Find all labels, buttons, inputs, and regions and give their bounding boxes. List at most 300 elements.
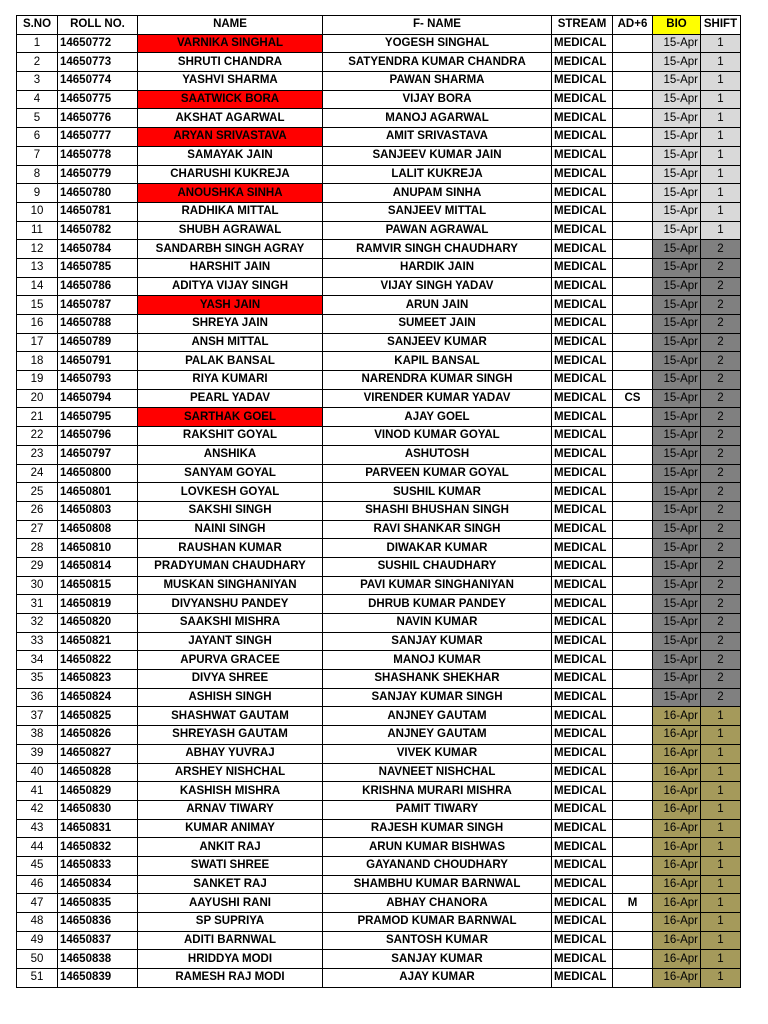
cell-shift: 1 <box>701 72 741 91</box>
cell-stream: MEDICAL <box>552 557 613 576</box>
cell-father-name: SUMEET JAIN <box>323 315 552 334</box>
cell-roll-no: 14650795 <box>58 408 138 427</box>
cell-father-name: SHASHI BHUSHAN SINGH <box>323 501 552 520</box>
cell-roll-no: 14650819 <box>58 595 138 614</box>
cell-shift: 2 <box>701 483 741 502</box>
cell-sno: 12 <box>17 240 58 259</box>
cell-sno: 7 <box>17 146 58 165</box>
cell-stream: MEDICAL <box>552 819 613 838</box>
cell-father-name: MANOJ AGARWAL <box>323 109 552 128</box>
cell-sno: 37 <box>17 707 58 726</box>
cell-stream: MEDICAL <box>552 969 613 988</box>
table-row <box>17 651 741 670</box>
cell-father-name: PAMIT TIWARY <box>323 800 552 819</box>
cell-shift: 1 <box>701 726 741 745</box>
cell-roll-no: 14650826 <box>58 726 138 745</box>
header-row <box>17 16 741 35</box>
cell-sno: 27 <box>17 520 58 539</box>
cell-bio-date: 15-Apr <box>653 109 701 128</box>
cell-bio-date: 15-Apr <box>653 128 701 147</box>
table-row <box>17 595 741 614</box>
cell-father-name: SANJAY KUMAR <box>323 950 552 969</box>
cell-bio-date: 15-Apr <box>653 221 701 240</box>
cell-name: SHRUTI CHANDRA <box>138 53 323 72</box>
cell-roll-no: 14650774 <box>58 72 138 91</box>
cell-bio-date: 16-Apr <box>653 875 701 894</box>
cell-ad6 <box>613 371 653 390</box>
cell-ad6: CS <box>613 389 653 408</box>
cell-ad6 <box>613 875 653 894</box>
cell-name: RADHIKA MITTAL <box>138 202 323 221</box>
cell-sno: 6 <box>17 128 58 147</box>
cell-father-name: ANJNEY GAUTAM <box>323 726 552 745</box>
cell-bio-date: 15-Apr <box>653 352 701 371</box>
cell-ad6 <box>613 184 653 203</box>
cell-roll-no: 14650791 <box>58 352 138 371</box>
cell-sno: 44 <box>17 838 58 857</box>
cell-ad6 <box>613 520 653 539</box>
cell-roll-no: 14650775 <box>58 90 138 109</box>
cell-shift: 1 <box>701 875 741 894</box>
cell-ad6 <box>613 221 653 240</box>
cell-name: PRADYUMAN CHAUDHARY <box>138 557 323 576</box>
cell-name: PEARL YADAV <box>138 389 323 408</box>
cell-name: SWATI SHREE <box>138 856 323 875</box>
table-row <box>17 34 741 53</box>
cell-name: DIVYANSHU PANDEY <box>138 595 323 614</box>
header-ad6: AD+6 <box>613 16 653 35</box>
cell-roll-no: 14650829 <box>58 782 138 801</box>
cell-roll-no: 14650828 <box>58 763 138 782</box>
cell-sno: 1 <box>17 34 58 53</box>
cell-shift: 2 <box>701 389 741 408</box>
cell-father-name: PAVI KUMAR SINGHANIYAN <box>323 576 552 595</box>
table-row <box>17 315 741 334</box>
cell-name: ARNAV TIWARY <box>138 800 323 819</box>
cell-ad6 <box>613 202 653 221</box>
cell-ad6 <box>613 258 653 277</box>
cell-roll-no: 14650786 <box>58 277 138 296</box>
table-row <box>17 838 741 857</box>
cell-ad6 <box>613 146 653 165</box>
cell-ad6 <box>613 408 653 427</box>
cell-ad6 <box>613 726 653 745</box>
table-row <box>17 296 741 315</box>
cell-name: YASH JAIN <box>138 296 323 315</box>
cell-roll-no: 14650827 <box>58 744 138 763</box>
cell-bio-date: 16-Apr <box>653 819 701 838</box>
cell-shift: 2 <box>701 296 741 315</box>
cell-name: APURVA GRACEE <box>138 651 323 670</box>
cell-ad6 <box>613 614 653 633</box>
cell-bio-date: 15-Apr <box>653 389 701 408</box>
cell-name: RIYA KUMARI <box>138 371 323 390</box>
cell-roll-no: 14650796 <box>58 427 138 446</box>
cell-ad6 <box>613 333 653 352</box>
cell-stream: MEDICAL <box>552 501 613 520</box>
header-roll-no: ROLL NO. <box>58 16 138 35</box>
header-sno: S.NO <box>17 16 58 35</box>
cell-sno: 39 <box>17 744 58 763</box>
cell-roll-no: 14650800 <box>58 464 138 483</box>
cell-father-name: SANTOSH KUMAR <box>323 931 552 950</box>
cell-roll-no: 14650780 <box>58 184 138 203</box>
cell-name: SAATWICK BORA <box>138 90 323 109</box>
cell-sno: 3 <box>17 72 58 91</box>
table-row <box>17 128 741 147</box>
cell-bio-date: 15-Apr <box>653 165 701 184</box>
cell-roll-no: 14650831 <box>58 819 138 838</box>
cell-name: SANYAM GOYAL <box>138 464 323 483</box>
cell-ad6 <box>613 819 653 838</box>
cell-name: SANKET RAJ <box>138 875 323 894</box>
cell-father-name: SANJEEV KUMAR JAIN <box>323 146 552 165</box>
cell-shift: 2 <box>701 240 741 259</box>
cell-bio-date: 16-Apr <box>653 782 701 801</box>
cell-sno: 18 <box>17 352 58 371</box>
table-row <box>17 277 741 296</box>
cell-roll-no: 14650784 <box>58 240 138 259</box>
cell-ad6 <box>613 595 653 614</box>
cell-shift: 1 <box>701 950 741 969</box>
cell-father-name: VIRENDER KUMAR YADAV <box>323 389 552 408</box>
table-row <box>17 856 741 875</box>
cell-shift: 2 <box>701 614 741 633</box>
cell-shift: 2 <box>701 315 741 334</box>
cell-stream: MEDICAL <box>552 258 613 277</box>
table-row <box>17 726 741 745</box>
table-row <box>17 483 741 502</box>
cell-sno: 16 <box>17 315 58 334</box>
cell-father-name: ANUPAM SINHA <box>323 184 552 203</box>
cell-shift: 1 <box>701 931 741 950</box>
cell-stream: MEDICAL <box>552 931 613 950</box>
cell-bio-date: 15-Apr <box>653 539 701 558</box>
cell-name: ANSH MITTAL <box>138 333 323 352</box>
cell-stream: MEDICAL <box>552 427 613 446</box>
table-row <box>17 146 741 165</box>
cell-bio-date: 15-Apr <box>653 53 701 72</box>
cell-sno: 21 <box>17 408 58 427</box>
cell-shift: 2 <box>701 520 741 539</box>
cell-sno: 43 <box>17 819 58 838</box>
cell-bio-date: 15-Apr <box>653 445 701 464</box>
cell-name: SHUBH AGRAWAL <box>138 221 323 240</box>
cell-father-name: MANOJ KUMAR <box>323 651 552 670</box>
cell-shift: 2 <box>701 352 741 371</box>
table-row <box>17 202 741 221</box>
cell-stream: MEDICAL <box>552 202 613 221</box>
cell-bio-date: 16-Apr <box>653 894 701 913</box>
cell-ad6 <box>613 539 653 558</box>
cell-roll-no: 14650820 <box>58 614 138 633</box>
cell-sno: 15 <box>17 296 58 315</box>
cell-shift: 2 <box>701 688 741 707</box>
cell-sno: 20 <box>17 389 58 408</box>
cell-ad6 <box>613 445 653 464</box>
cell-stream: MEDICAL <box>552 464 613 483</box>
cell-ad6 <box>613 576 653 595</box>
cell-ad6 <box>613 277 653 296</box>
cell-roll-no: 14650815 <box>58 576 138 595</box>
cell-bio-date: 15-Apr <box>653 483 701 502</box>
cell-stream: MEDICAL <box>552 128 613 147</box>
cell-shift: 2 <box>701 501 741 520</box>
cell-ad6 <box>613 838 653 857</box>
cell-roll-no: 14650788 <box>58 315 138 334</box>
cell-roll-no: 14650787 <box>58 296 138 315</box>
table-row <box>17 408 741 427</box>
table-row <box>17 464 741 483</box>
cell-name: SANDARBH SINGH AGRAY <box>138 240 323 259</box>
cell-roll-no: 14650777 <box>58 128 138 147</box>
cell-bio-date: 16-Apr <box>653 763 701 782</box>
cell-stream: MEDICAL <box>552 296 613 315</box>
table-row <box>17 389 741 408</box>
cell-father-name: ARUN KUMAR BISHWAS <box>323 838 552 857</box>
cell-stream: MEDICAL <box>552 707 613 726</box>
cell-shift: 1 <box>701 128 741 147</box>
cell-sno: 8 <box>17 165 58 184</box>
cell-stream: MEDICAL <box>552 800 613 819</box>
cell-shift: 1 <box>701 184 741 203</box>
table-row <box>17 221 741 240</box>
cell-ad6 <box>613 53 653 72</box>
cell-name: YASHVI SHARMA <box>138 72 323 91</box>
cell-sno: 24 <box>17 464 58 483</box>
cell-ad6 <box>613 501 653 520</box>
cell-bio-date: 16-Apr <box>653 800 701 819</box>
cell-name: SAMAYAK JAIN <box>138 146 323 165</box>
cell-father-name: NAVNEET NISHCHAL <box>323 763 552 782</box>
cell-sno: 22 <box>17 427 58 446</box>
cell-shift: 2 <box>701 595 741 614</box>
cell-stream: MEDICAL <box>552 165 613 184</box>
cell-bio-date: 15-Apr <box>653 202 701 221</box>
cell-stream: MEDICAL <box>552 838 613 857</box>
cell-ad6 <box>613 856 653 875</box>
cell-shift: 2 <box>701 651 741 670</box>
cell-shift: 1 <box>701 707 741 726</box>
cell-sno: 34 <box>17 651 58 670</box>
table-row <box>17 763 741 782</box>
cell-bio-date: 15-Apr <box>653 408 701 427</box>
cell-ad6 <box>613 34 653 53</box>
cell-father-name: PAWAN SHARMA <box>323 72 552 91</box>
cell-sno: 25 <box>17 483 58 502</box>
cell-name: SARTHAK GOEL <box>138 408 323 427</box>
cell-sno: 51 <box>17 969 58 988</box>
cell-bio-date: 15-Apr <box>653 277 701 296</box>
table-row <box>17 557 741 576</box>
cell-ad6 <box>613 651 653 670</box>
cell-father-name: SHAMBHU KUMAR BARNWAL <box>323 875 552 894</box>
table-row <box>17 258 741 277</box>
cell-father-name: SHASHANK SHEKHAR <box>323 670 552 689</box>
cell-roll-no: 14650782 <box>58 221 138 240</box>
cell-stream: MEDICAL <box>552 389 613 408</box>
cell-ad6 <box>613 707 653 726</box>
cell-bio-date: 15-Apr <box>653 651 701 670</box>
table-body <box>17 34 741 987</box>
table-row <box>17 520 741 539</box>
cell-shift: 2 <box>701 445 741 464</box>
cell-sno: 49 <box>17 931 58 950</box>
cell-sno: 38 <box>17 726 58 745</box>
cell-ad6 <box>613 315 653 334</box>
cell-shift: 2 <box>701 277 741 296</box>
cell-sno: 23 <box>17 445 58 464</box>
cell-stream: MEDICAL <box>552 146 613 165</box>
cell-sno: 31 <box>17 595 58 614</box>
cell-sno: 19 <box>17 371 58 390</box>
cell-father-name: SANJAY KUMAR <box>323 632 552 651</box>
table-row <box>17 744 741 763</box>
cell-shift: 1 <box>701 913 741 932</box>
cell-stream: MEDICAL <box>552 595 613 614</box>
cell-name: SHREYASH GAUTAM <box>138 726 323 745</box>
cell-father-name: ARUN JAIN <box>323 296 552 315</box>
cell-stream: MEDICAL <box>552 109 613 128</box>
cell-ad6 <box>613 483 653 502</box>
cell-stream: MEDICAL <box>552 539 613 558</box>
cell-name: KASHISH MISHRA <box>138 782 323 801</box>
cell-roll-no: 14650773 <box>58 53 138 72</box>
cell-ad6 <box>613 782 653 801</box>
cell-name: AAYUSHI RANI <box>138 894 323 913</box>
cell-roll-no: 14650803 <box>58 501 138 520</box>
table-row <box>17 184 741 203</box>
cell-ad6 <box>613 913 653 932</box>
cell-stream: MEDICAL <box>552 950 613 969</box>
cell-sno: 13 <box>17 258 58 277</box>
cell-bio-date: 15-Apr <box>653 501 701 520</box>
cell-sno: 2 <box>17 53 58 72</box>
cell-father-name: RAMVIR SINGH CHAUDHARY <box>323 240 552 259</box>
cell-bio-date: 16-Apr <box>653 913 701 932</box>
cell-name: MUSKAN SINGHANIYAN <box>138 576 323 595</box>
cell-bio-date: 15-Apr <box>653 72 701 91</box>
cell-bio-date: 16-Apr <box>653 744 701 763</box>
cell-father-name: PRAMOD KUMAR BARNWAL <box>323 913 552 932</box>
cell-roll-no: 14650794 <box>58 389 138 408</box>
cell-sno: 47 <box>17 894 58 913</box>
cell-name: ADITYA VIJAY SINGH <box>138 277 323 296</box>
cell-shift: 1 <box>701 202 741 221</box>
table-row <box>17 445 741 464</box>
cell-shift: 2 <box>701 632 741 651</box>
cell-ad6 <box>613 240 653 259</box>
cell-shift: 1 <box>701 782 741 801</box>
cell-stream: MEDICAL <box>552 90 613 109</box>
cell-roll-no: 14650810 <box>58 539 138 558</box>
cell-father-name: VIJAY SINGH YADAV <box>323 277 552 296</box>
cell-name: ARYAN SRIVASTAVA <box>138 128 323 147</box>
cell-father-name: PARVEEN KUMAR GOYAL <box>323 464 552 483</box>
cell-sno: 9 <box>17 184 58 203</box>
table-row <box>17 913 741 932</box>
cell-bio-date: 15-Apr <box>653 371 701 390</box>
cell-father-name: ABHAY CHANORA <box>323 894 552 913</box>
cell-ad6 <box>613 950 653 969</box>
cell-ad6 <box>613 744 653 763</box>
cell-roll-no: 14650833 <box>58 856 138 875</box>
student-table <box>16 15 741 988</box>
cell-shift: 1 <box>701 763 741 782</box>
cell-stream: MEDICAL <box>552 315 613 334</box>
cell-sno: 28 <box>17 539 58 558</box>
cell-stream: MEDICAL <box>552 72 613 91</box>
cell-name: DIVYA SHREE <box>138 670 323 689</box>
cell-father-name: SUSHIL KUMAR <box>323 483 552 502</box>
cell-shift: 2 <box>701 408 741 427</box>
cell-sno: 26 <box>17 501 58 520</box>
cell-sno: 11 <box>17 221 58 240</box>
cell-shift: 1 <box>701 146 741 165</box>
cell-father-name: AJAY KUMAR <box>323 969 552 988</box>
table-row <box>17 165 741 184</box>
cell-father-name: NARENDRA KUMAR SINGH <box>323 371 552 390</box>
cell-bio-date: 15-Apr <box>653 520 701 539</box>
cell-shift: 1 <box>701 744 741 763</box>
cell-father-name: VIVEK KUMAR <box>323 744 552 763</box>
cell-ad6: M <box>613 894 653 913</box>
table-row <box>17 800 741 819</box>
cell-sno: 36 <box>17 688 58 707</box>
header-bio: BIO <box>653 16 701 35</box>
cell-father-name: AMIT SRIVASTAVA <box>323 128 552 147</box>
cell-bio-date: 15-Apr <box>653 146 701 165</box>
table-row <box>17 240 741 259</box>
cell-stream: MEDICAL <box>552 763 613 782</box>
cell-roll-no: 14650832 <box>58 838 138 857</box>
cell-roll-no: 14650808 <box>58 520 138 539</box>
cell-stream: MEDICAL <box>552 333 613 352</box>
cell-roll-no: 14650836 <box>58 913 138 932</box>
cell-name: ANOUSHKA SINHA <box>138 184 323 203</box>
table-row <box>17 90 741 109</box>
cell-bio-date: 16-Apr <box>653 838 701 857</box>
cell-sno: 42 <box>17 800 58 819</box>
table-row <box>17 352 741 371</box>
table-row <box>17 539 741 558</box>
cell-shift: 1 <box>701 109 741 128</box>
cell-ad6 <box>613 352 653 371</box>
cell-roll-no: 14650834 <box>58 875 138 894</box>
cell-name: CHARUSHI KUKREJA <box>138 165 323 184</box>
header-name: NAME <box>138 16 323 35</box>
cell-ad6 <box>613 670 653 689</box>
table-row <box>17 371 741 390</box>
cell-sno: 4 <box>17 90 58 109</box>
cell-stream: MEDICAL <box>552 632 613 651</box>
cell-name: SAAKSHI MISHRA <box>138 614 323 633</box>
cell-bio-date: 15-Apr <box>653 333 701 352</box>
cell-ad6 <box>613 296 653 315</box>
cell-shift: 1 <box>701 838 741 857</box>
cell-sno: 14 <box>17 277 58 296</box>
cell-roll-no: 14650823 <box>58 670 138 689</box>
cell-ad6 <box>613 688 653 707</box>
cell-ad6 <box>613 557 653 576</box>
cell-stream: MEDICAL <box>552 352 613 371</box>
cell-bio-date: 15-Apr <box>653 296 701 315</box>
cell-name: JAYANT SINGH <box>138 632 323 651</box>
cell-father-name: VIJAY BORA <box>323 90 552 109</box>
cell-roll-no: 14650789 <box>58 333 138 352</box>
cell-ad6 <box>613 109 653 128</box>
cell-name: ADITI BARNWAL <box>138 931 323 950</box>
